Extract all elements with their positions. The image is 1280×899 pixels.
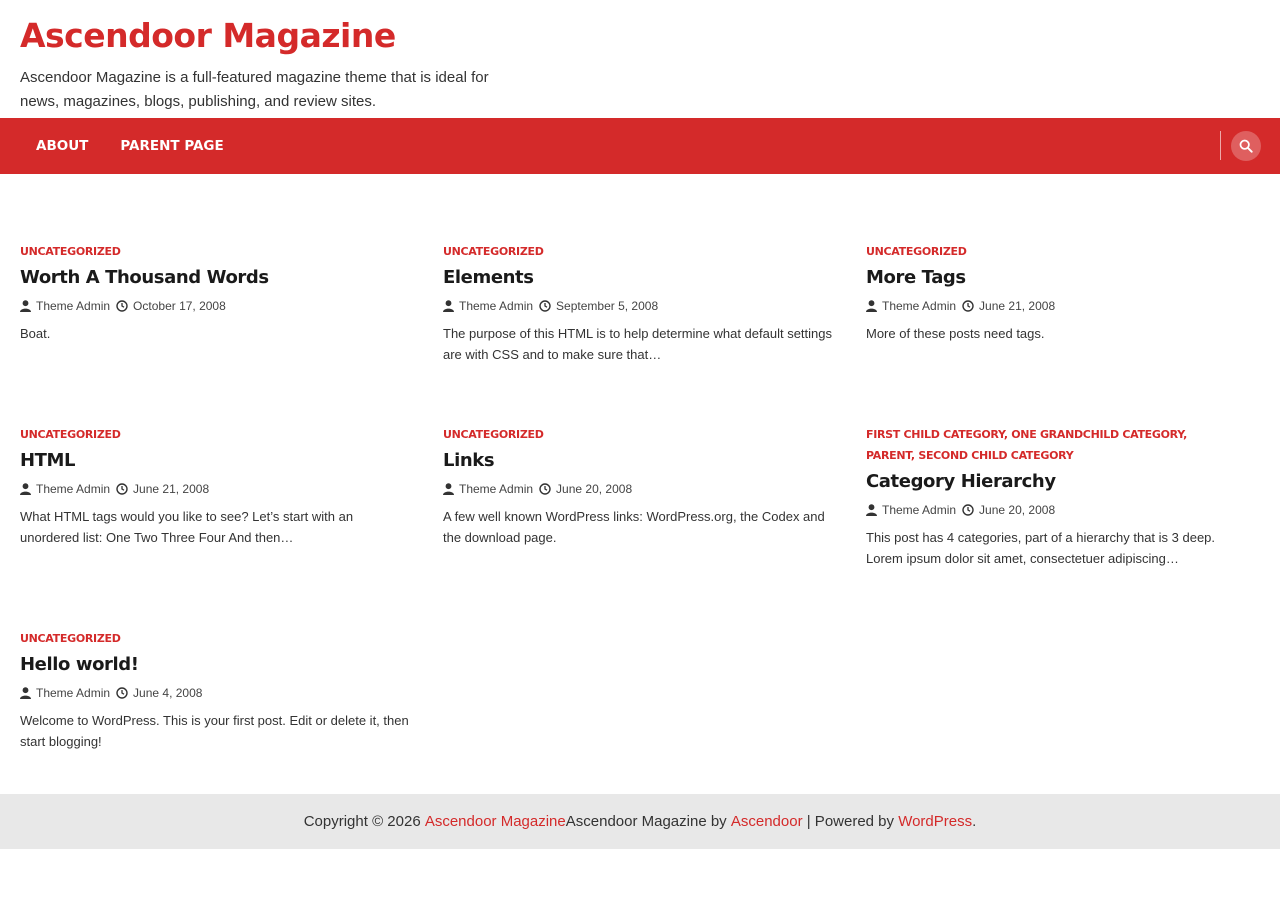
post-excerpt: This post has 4 categories, part of a hierarchy that is 3 deep. Lorem ipsum dolor sit amet, consectetuer adipiscing… [866,530,1216,566]
category-link[interactable]: UNCATEGORIZED [443,428,544,441]
theme-credit-text: Ascendoor Magazine by [565,813,731,830]
footer-end: . [972,813,977,830]
search-icon [1239,139,1253,153]
user-icon [443,483,454,495]
clock-icon [116,687,128,699]
site-title[interactable]: Ascendoor Magazine [20,16,396,55]
post-categories [20,241,415,262]
user-icon [20,687,31,699]
author-name: Theme Admin [882,503,957,517]
post-author[interactable] [443,482,533,496]
author-name: Theme Admin [36,299,111,313]
search-button[interactable] [1231,131,1261,161]
post-card [443,424,838,548]
user-icon [20,300,31,312]
post-categories: FIRST CHILD CATEGORY, ONE GRANDCHILD CATEGORY, PARENT, SECOND CHILD CATEGORY [866,428,1187,462]
author-name: Theme Admin [882,299,957,313]
post-title[interactable]: Elements [443,267,534,288]
user-icon [20,483,31,495]
post-card [20,628,415,752]
post-author[interactable] [866,503,956,517]
post-meta [20,480,415,498]
clock-icon [539,300,551,312]
post-title[interactable]: Links [443,450,495,471]
footer-site-link[interactable]: Ascendoor Magazine [424,813,566,830]
nav-item-parent-page[interactable]: PARENT PAGE [120,138,224,154]
user-icon [866,300,877,312]
nav-item-about[interactable]: ABOUT [36,138,89,154]
post-card [20,424,415,548]
post-excerpt: Boat. [20,326,51,341]
clock-icon [116,300,128,312]
category-link[interactable]: UNCATEGORIZED [443,245,544,258]
main-navigation [0,118,1280,174]
post-author[interactable] [20,482,110,496]
post-meta [20,297,415,315]
post-date[interactable] [962,503,1055,517]
category-link[interactable]: UNCATEGORIZED [20,245,121,258]
post-date[interactable] [116,482,209,496]
site-description: Ascendoor Magazine is a full-featured magazine theme that is ideal for news, magazines, blogs, publishing, and review sites. [20,69,489,110]
post-excerpt: What HTML tags would you like to see? Let’s start with an unordered list: One Two Three Four And then… [20,509,354,545]
post-author[interactable] [20,686,110,700]
powered-by-text: | Powered by [802,813,899,830]
post-card [20,241,415,344]
date-text: October 17, 2008 [133,299,226,313]
date-text: June 21, 2008 [133,482,210,496]
post-title[interactable]: Worth A Thousand Words [20,267,269,288]
author-name: Theme Admin [36,686,111,700]
post-date[interactable] [539,299,658,313]
post-author[interactable] [866,299,956,313]
post-meta [443,297,838,315]
post-title[interactable]: Category Hierarchy [866,471,1056,492]
post-meta [443,480,838,498]
post-card [866,424,1226,569]
post-title[interactable]: Hello world! [20,654,139,675]
nav-divider [1220,131,1221,160]
post-categories [20,628,415,649]
site-header [0,0,1280,118]
post-date[interactable] [116,686,202,700]
author-name: Theme Admin [36,482,111,496]
clock-icon [962,300,974,312]
post-excerpt: More of these posts need tags. [866,326,1045,341]
site-footer [0,794,1280,849]
post-meta [866,297,1261,315]
author-name: Theme Admin [459,482,534,496]
user-icon [866,504,877,516]
post-meta [20,684,415,702]
post-title[interactable]: HTML [20,450,76,471]
post-categories [443,241,838,262]
post-excerpt: The purpose of this HTML is to help determine what default settings are with CSS and to make sure that… [443,326,832,362]
date-text: June 4, 2008 [133,686,203,700]
category-link[interactable]: UNCATEGORIZED [20,632,121,645]
post-excerpt: A few well known WordPress links: WordPress.org, the Codex and the download page. [443,509,825,545]
post-card [866,241,1261,344]
date-text: June 21, 2008 [979,299,1056,313]
footer-author-link[interactable]: Ascendoor [730,813,803,830]
clock-icon [116,483,128,495]
post-date[interactable] [539,482,632,496]
category-link[interactable]: FIRST CHILD CATEGORY [866,428,1004,441]
date-text: June 20, 2008 [979,503,1056,517]
post-categories [443,424,838,445]
post-author[interactable] [443,299,533,313]
user-icon [443,300,454,312]
post-date[interactable] [962,299,1055,313]
post-author[interactable] [20,299,110,313]
category-link[interactable]: SECOND CHILD CATEGORY [918,449,1074,462]
post-meta [866,501,1226,519]
category-link[interactable]: UNCATEGORIZED [866,245,967,258]
date-text: September 5, 2008 [556,299,659,313]
post-categories [866,241,1261,262]
post-excerpt: Welcome to WordPress. This is your first post. Edit or delete it, then start blogging! [20,713,409,749]
post-date[interactable] [116,299,226,313]
date-text: June 20, 2008 [556,482,633,496]
post-categories [20,424,415,445]
copyright-text: Copyright © 2026 [303,813,425,830]
post-card [443,241,838,365]
category-link[interactable]: UNCATEGORIZED [20,428,121,441]
post-title[interactable]: More Tags [866,267,966,288]
author-name: Theme Admin [459,299,534,313]
clock-icon [962,504,974,516]
clock-icon [539,483,551,495]
category-link[interactable]: ONE GRANDCHILD CATEGORY [1011,428,1184,441]
category-link[interactable]: PARENT [866,449,911,462]
footer-wordpress-link[interactable]: WordPress [898,813,973,830]
